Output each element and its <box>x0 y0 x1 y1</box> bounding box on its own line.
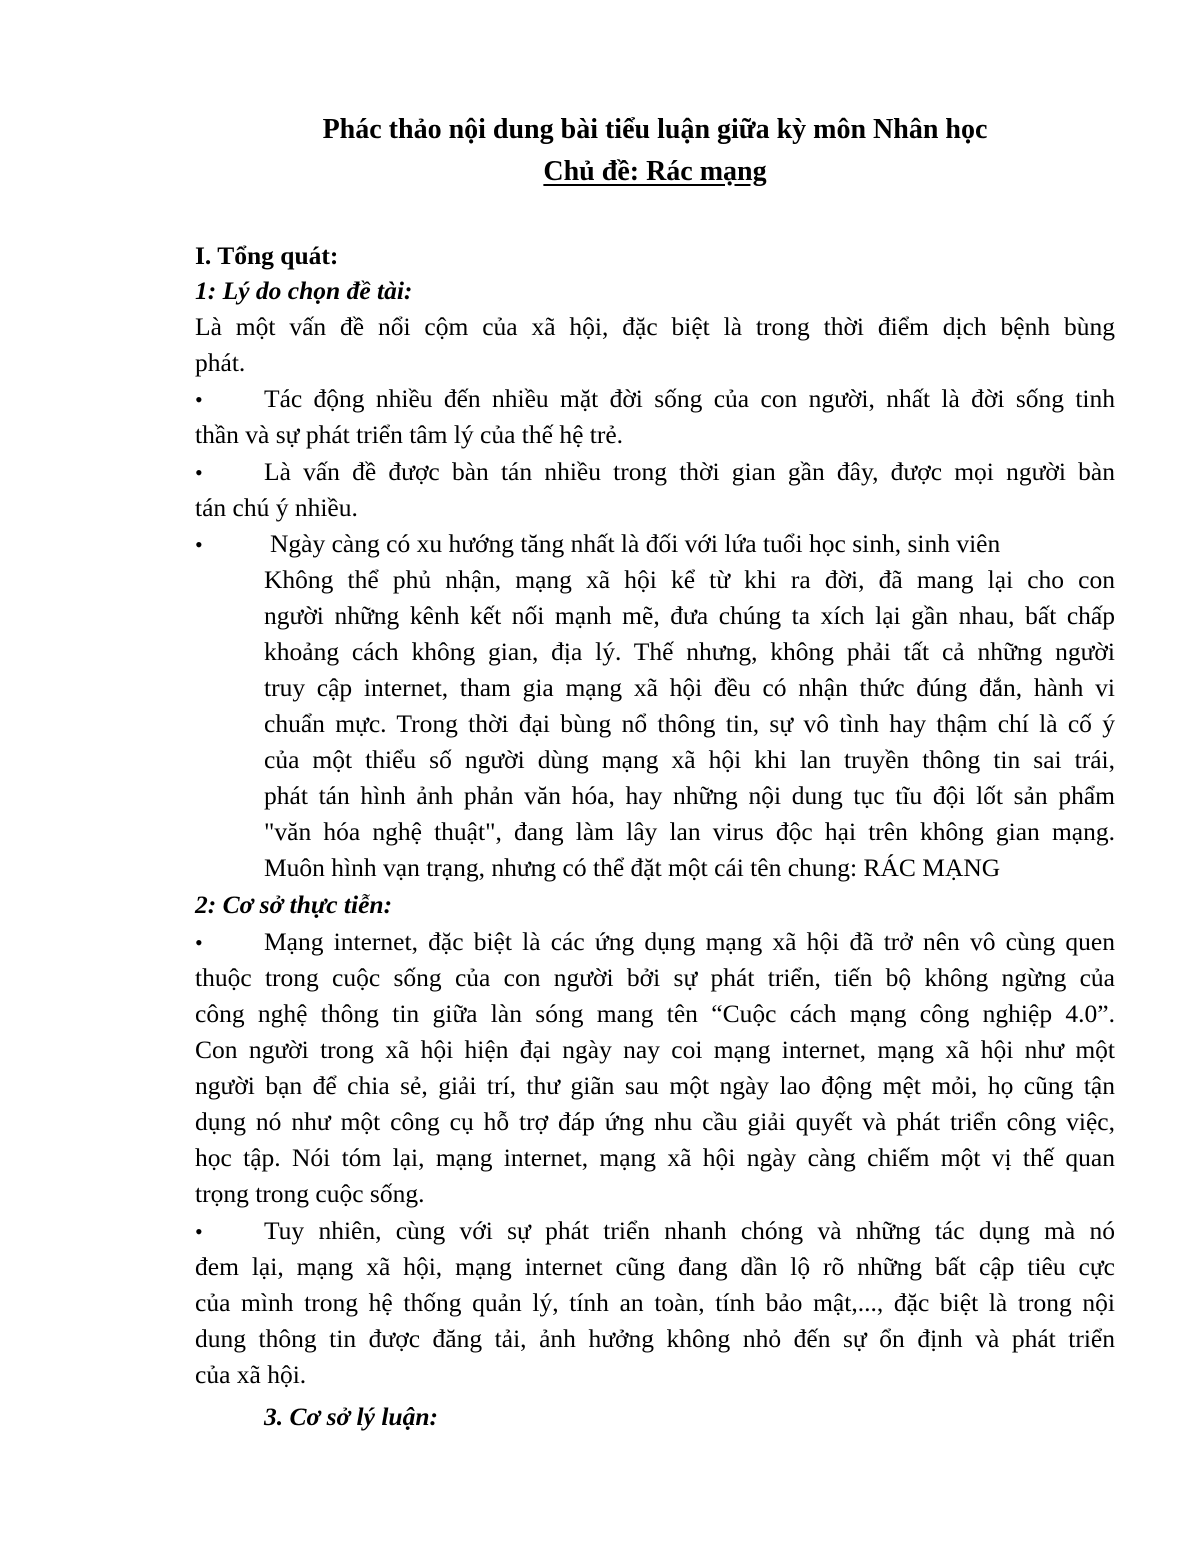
bullet-icon: • <box>195 387 203 412</box>
bullet-line: Mạng internet, đặc biệt là các ứng dụng mạng xã hội đã trở nên vô cùng quen <box>264 927 1115 956</box>
bullet-line: của xã hội. <box>195 1360 307 1389</box>
document-title: Phác thảo nội dung bài tiểu luận giữa kỳ môn Nhân học <box>322 114 988 145</box>
bullet-line: thuộc trong cuộc sống của con người bởi sự phát triển, tiến bộ không ngừng của <box>195 963 1115 992</box>
bullet-line: dung thông tin được đăng tải, ảnh hưởng không nhỏ đến sự ổn định và phát triển <box>195 1324 1115 1353</box>
paragraph-line: Là một vấn đề nổi cộm của xã hội, đặc biệt là trong thời điểm dịch bệnh bùng <box>195 312 1115 341</box>
document-subtitle <box>0 154 1200 190</box>
bullet-line: Con người trong xã hội hiện đại ngày nay coi mạng internet, mạng xã hội như một <box>195 1035 1115 1064</box>
bullet-line: công nghệ thông tin giữa làn sóng mang tên “Cuộc cách mạng công nghiệp 4.0”. <box>195 999 1115 1028</box>
bullet-line: của một thiểu số người dùng mạng xã hội khi lan truyền thông tin sai trái, <box>264 745 1115 774</box>
subtitle-text: Chủ đề: Rác mạng <box>543 156 767 187</box>
bullet-line: học tập. Nói tóm lại, mạng internet, mạng xã hội ngày càng chiếm một vị thế quan <box>195 1143 1115 1172</box>
bullet-line: phát tán hình ảnh phản văn hóa, hay những nội dung tục tĩu đội lốt sản phẩm <box>264 781 1115 810</box>
bullet-icon: • <box>195 460 203 485</box>
bullet-line: người bạn để chia sẻ, giải trí, thư giãn sau một ngày lao động mệt mỏi, họ cũng tận <box>195 1071 1115 1100</box>
bullet-line: Tuy nhiên, cùng với sự phát triển nhanh chóng và những tác dụng mà nó <box>264 1216 1115 1245</box>
subheading-theoretical-basis: 3. Cơ sở lý luận: <box>264 1402 439 1431</box>
bullet-icon: • <box>195 1219 203 1244</box>
bullet-line: chuẩn mực. Trong thời đại bùng nổ thông tin, sự vô tình hay thậm chí là cố ý <box>264 709 1115 738</box>
bullet-line: Là vấn đề được bàn tán nhiều trong thời gian gần đây, được mọi người bàn <box>264 457 1115 486</box>
subheading-reason: 1: Lý do chọn đề tài: <box>195 276 413 305</box>
bullet-line: đem lại, mạng xã hội, mạng internet cũng đang dần lộ rõ những bất cập tiêu cực <box>195 1252 1115 1281</box>
subheading-practical-basis: 2: Cơ sở thực tiễn: <box>195 890 393 919</box>
bullet-line: Ngày càng có xu hướng tăng nhất là đối với lứa tuổi học sinh, sinh viên <box>270 529 1001 558</box>
bullet-line: truy cập internet, tham gia mạng xã hội đều có nhận thức đúng đắn, hành vi <box>264 673 1115 702</box>
bullet-line: dụng nó như một công cụ hỗ trợ đáp ứng nhu cầu giải quyết và phát triển công việc, <box>195 1107 1115 1136</box>
bullet-line: Muôn hình vạn trạng, nhưng có thể đặt một cái tên chung: RÁC MẠNG <box>264 853 1001 882</box>
bullet-line: thần và sự phát triển tâm lý của thế hệ trẻ. <box>195 420 624 449</box>
bullet-line: của mình trong hệ thống quản lý, tính an toàn, tính bảo mật,..., đặc biệt là trong nội <box>195 1288 1115 1317</box>
bullet-line: tán chú ý nhiều. <box>195 493 358 522</box>
bullet-line: trọng trong cuộc sống. <box>195 1179 425 1208</box>
section-heading-general: I. Tổng quát: <box>195 241 339 270</box>
bullet-line: Không thể phủ nhận, mạng xã hội kể từ khi ra đời, đã mang lại cho con <box>264 565 1115 594</box>
bullet-line: "văn hóa nghệ thuật", đang làm lây lan virus độc hại trên không gian mạng. <box>264 817 1115 846</box>
bullet-icon: • <box>195 532 203 557</box>
bullet-line: khoảng cách không gian, địa lý. Thế nhưng, không phải tất cả những người <box>264 637 1115 666</box>
bullet-icon: • <box>195 930 203 955</box>
bullet-line: người những kênh kết nối mạnh mẽ, đưa chúng ta xích lại gần nhau, bất chấp <box>264 601 1115 630</box>
bullet-line: Tác động nhiều đến nhiều mặt đời sống của con người, nhất là đời sống tinh <box>264 384 1115 413</box>
paragraph-line: phát. <box>195 348 246 377</box>
